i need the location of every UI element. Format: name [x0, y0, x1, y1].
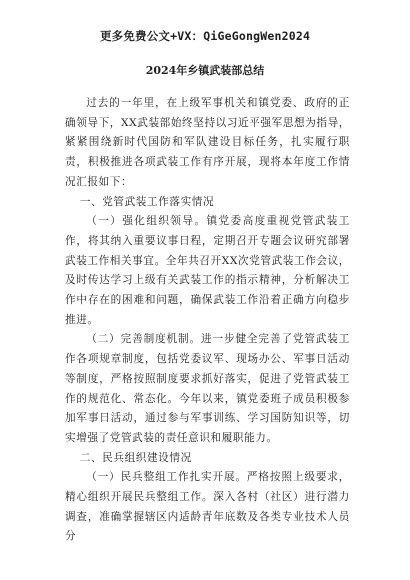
body-paragraph: （一）强化组织领导。镇党委高度重视党管武装工作，将其纳入重要议事日程，定期召开专题会议研究部署武装工作相关事宜。全年共召开XX次党管武装工作会议，及时传达学习上级有关武装工作的指示精神，分析解决工作中存在的困难和问题，确保武装工作沿着正确方向稳步推进。: [65, 215, 350, 326]
section-heading-2: 二、民兵组织建设情况: [79, 451, 192, 464]
body-paragraph: （一）民兵整组工作扎实开展。严格按照上级要求，精心组织开展民兵整组工作。深入各村（社区）进行潜力调查，准确掌握辖区内适龄青年底数及各类专业技术人员分: [65, 471, 350, 543]
document-body: [65, 94, 350, 547]
document-title: 2024年乡镇武装部总结: [145, 64, 265, 77]
section-heading-1: 一、党管武装工作落实情况: [79, 195, 215, 208]
intro-paragraph: 过去的一年里，在上级军事机关和镇党委、政府的正确领导下，XX武装部始终坚持以习近平强军思想为指导，紧紧围绕新时代国防和军队建设目标任务，扎实履行职责，积极推进各项武装工作有序开展，现将本年度工作情况汇报如下：: [65, 97, 350, 188]
body-paragraph: （二）完善制度机制。进一步健全完善了党管武装工作各项规章制度，包括党委议军、现场办公、军事日活动等制度，严格按照制度要求抓好落实，促进了党管武装工作的规范化、常态化。今年以来，镇党委班子成员积极参加军事日活动，通过参与军事训练、学习国防知识等，切实增强了党管武装的责任意识和履职能力。: [65, 333, 350, 444]
promo-banner: 更多免费公文+VX：QiGeGongWen2024: [99, 29, 311, 43]
